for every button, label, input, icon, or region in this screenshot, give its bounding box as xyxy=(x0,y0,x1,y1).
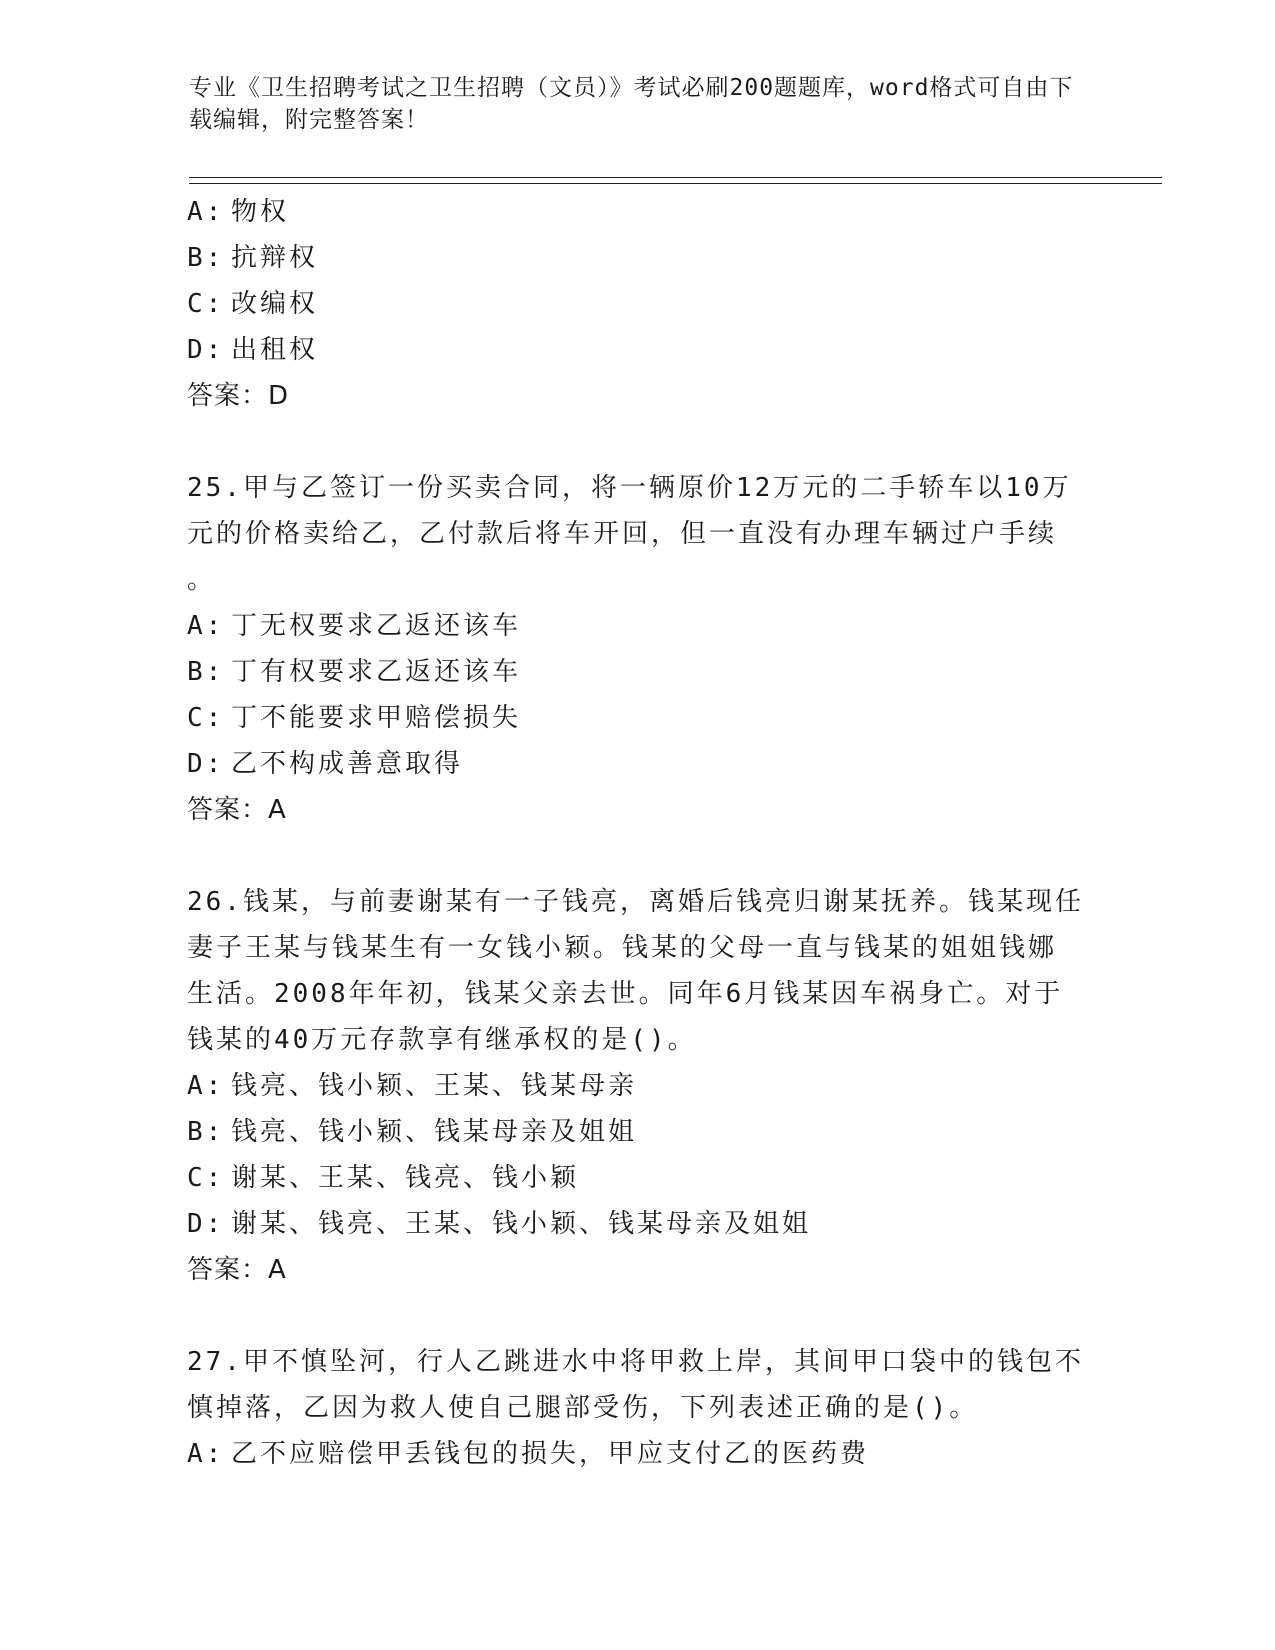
header-divider-bottom xyxy=(189,183,1162,184)
question-26 xyxy=(187,879,1087,1293)
option-c: C: 改编权 xyxy=(187,289,319,319)
question-stem-line: 生活。2008年年初，钱某父亲去世。同年6月钱某因车祸身亡。对于 xyxy=(187,979,1064,1009)
question-27 xyxy=(187,1339,1087,1477)
question-stem-line: 元的价格卖给乙，乙付款后将车开回，但一直没有办理车辆过户手续 xyxy=(187,519,1058,549)
question-list xyxy=(187,189,1087,1477)
option-a: A: 物权 xyxy=(187,197,290,227)
question-stem-line: 慎掉落，乙因为救人使自己腿部受伤，下列表述正确的是()。 xyxy=(187,1393,979,1423)
option-b: B: 丁有权要求乙返还该车 xyxy=(187,657,522,687)
option-a: A: 丁无权要求乙返还该车 xyxy=(187,611,522,641)
answer-line: 答案：D xyxy=(187,381,290,411)
option-b: B: 抗辩权 xyxy=(187,243,319,273)
question-stem-line: 27.甲不慎坠河，行人乙跳进水中将甲救上岸，其间甲口袋中的钱包不 xyxy=(187,1347,1084,1377)
answer-line: 答案：A xyxy=(187,1255,287,1285)
option-b: B: 钱亮、钱小颖、钱某母亲及姐姐 xyxy=(187,1117,638,1147)
option-a: A: 钱亮、钱小颖、王某、钱某母亲 xyxy=(187,1071,638,1101)
question-stem-line: 26.钱某，与前妻谢某有一子钱亮，离婚后钱亮归谢某抚养。钱某现任 xyxy=(187,887,1084,917)
question-stem-line: 钱某的40万元存款享有继承权的是()。 xyxy=(187,1025,697,1055)
option-c: C: 谢某、王某、钱亮、钱小颖 xyxy=(187,1163,580,1193)
question-stem-line: 。 xyxy=(187,565,217,595)
header-title: 专业《卫生招聘考试之卫生招聘（文员）》考试必刷200题题库，word格式可自由下载编辑，附完整答案！ xyxy=(189,75,1074,133)
option-d: D: 谢某、钱亮、王某、钱小颖、钱某母亲及姐姐 xyxy=(187,1209,812,1239)
question-24 xyxy=(187,189,1087,419)
question-25 xyxy=(187,465,1087,833)
option-c: C: 丁不能要求甲赔偿损失 xyxy=(187,703,522,733)
option-d: D: 出租权 xyxy=(187,335,319,365)
document-header xyxy=(189,72,1079,136)
header-divider-top xyxy=(189,177,1162,178)
option-a: A: 乙不应赔偿甲丢钱包的损失，甲应支付乙的医药费 xyxy=(187,1439,870,1469)
option-d: D: 乙不构成善意取得 xyxy=(187,749,464,779)
answer-line: 答案：A xyxy=(187,795,287,825)
question-stem-line: 妻子王某与钱某生有一女钱小颖。钱某的父母一直与钱某的姐姐钱娜 xyxy=(187,933,1058,963)
question-stem-line: 25.甲与乙签订一份买卖合同，将一辆原价12万元的二手轿车以10万 xyxy=(187,473,1072,503)
